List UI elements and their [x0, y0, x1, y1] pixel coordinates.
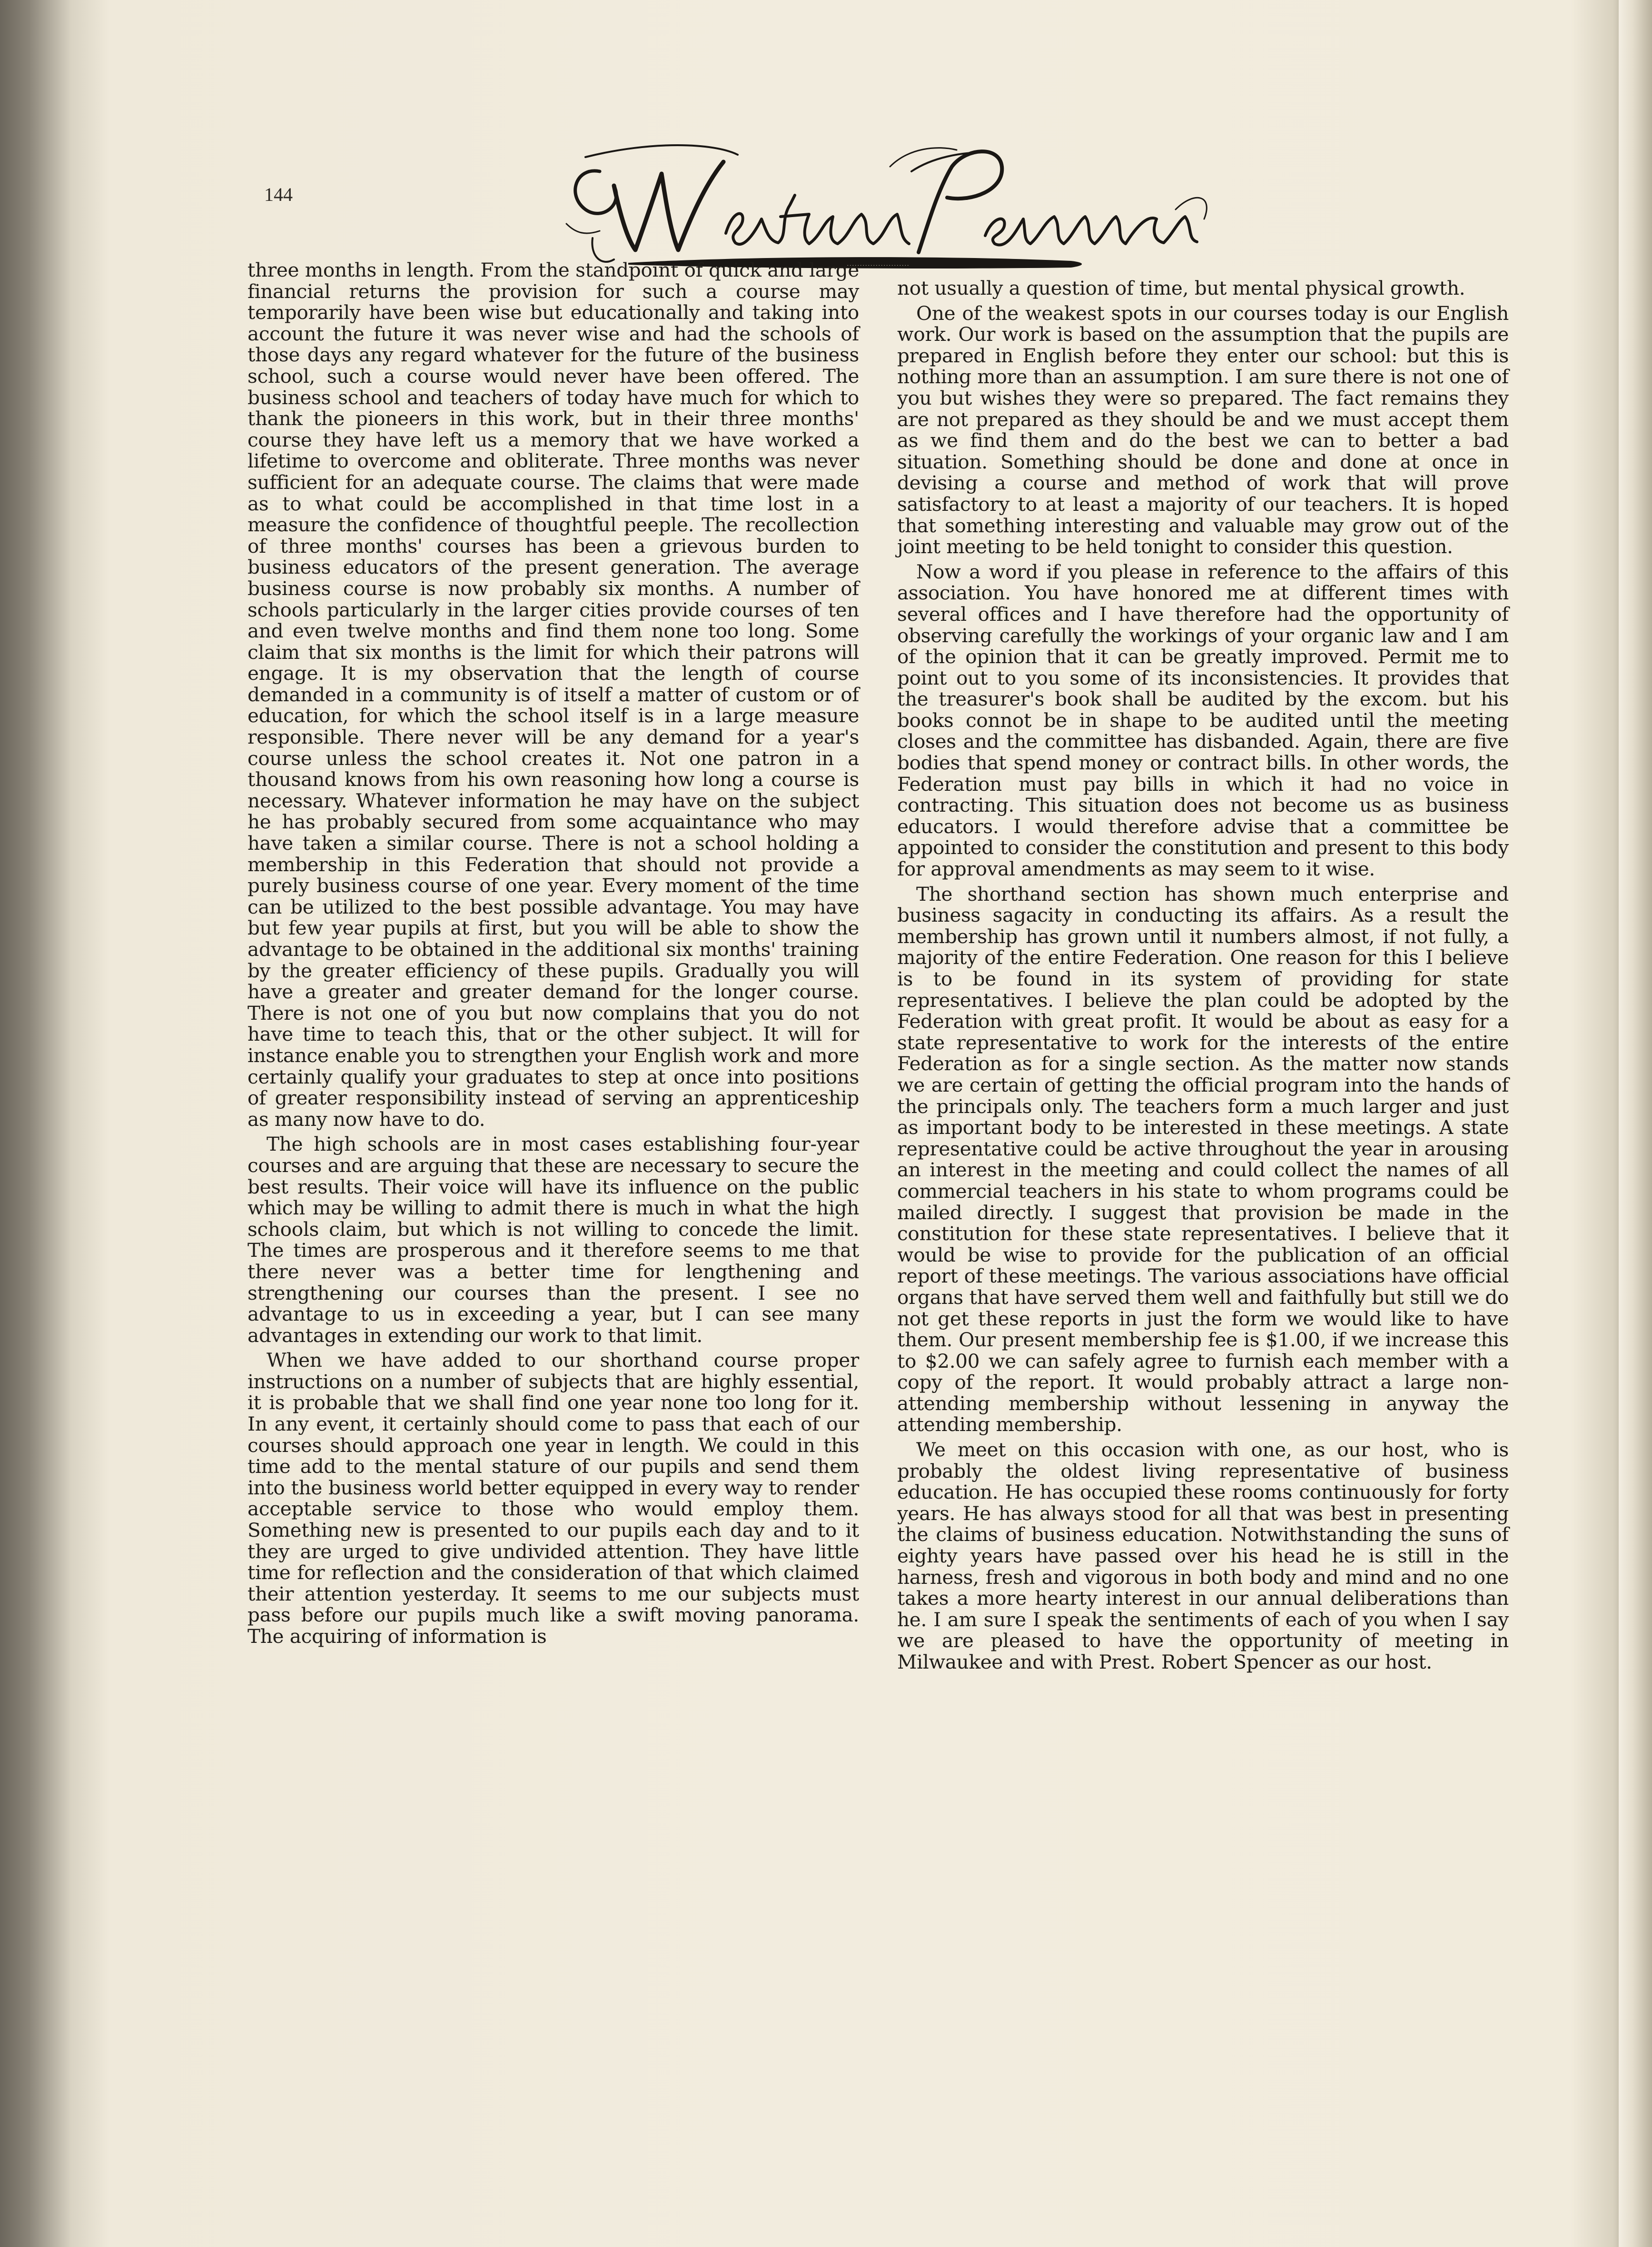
- paragraph: not usually a question of time, but mental physical growth.: [897, 277, 1465, 299]
- left-column: [247, 259, 859, 1647]
- paragraph: The shorthand section has shown much enterprise and business sagacity in conducting its affairs. As a result the membership has grown until it numbers almost, if not fully, a majority of the entire Federation. One reason for this I believe is to be found in its system of providing for state representatives. I believe the plan could be adopted by the Federation with great profit. It would be about as easy for a state representative to work for the interests of the entire Federation as for a single section. As the matter now stands we are certain of getting the official program into the hands of the principals only. The teachers form a much larger and just as important body to be interested in these meetings. A state representative could be active throughout the year in arousing an interest in the meeting and could collect the names of all commercial teachers in his state to whom programs could be mailed directly. I suggest that provision be made in the constitution for these state representatives. I believe that it would be wise to provide for the publication of an official report of these meetings. The various associations have official organs that have served them well and faithfully but still we do not get these reports in just the form we would like to have them. Our present membership fee is $1.00, if we increase this to $2.00 we can safely agree to furnish each member with a copy of the report. It would probably attract a large non-attending membership without lessening in anyway the attending membership.: [897, 882, 1509, 1436]
- paragraph: We meet on this occasion with one, as our host, who is probably the oldest living representative of business education. He has occupied these rooms continuously for forty years. He has always stood for all that was best in presenting the claims of business education. Notwithstanding the suns of eighty years have passed over his head he is still in the harness, fresh and vigorous in both body and mind and no one takes a more hearty interest in our annual deliberations than he. I am sure I speak the sentiments of each of you when I say we are pleased to have the opportunity of meeting in Milwaukee and with Prest. Robert Spencer as our host.: [897, 1438, 1509, 1673]
- page-number: 144: [264, 184, 293, 205]
- paragraph: Now a word if you please in reference to the affairs of this association. You have honored me at different times with several offices and I have therefore had the opportunity of observing carefully the workings of your organic law and I am of the opinion that it can be greatly improved. Permit me to point out to you some of its inconsistencies. It provides that the treasurer's book shall be audited by the excom. but his books connot be in shape to be audited until the meeting closes and the committee has disbanded. Again, there are five bodies that spend money or contract bills. In other words, the Federation must pay bills in which it had no voice in contracting. This situation does not become us as business educators. I would therefore advise that a committee be appointed to consider the constitution and present to this body for approval amendments as may seem to it wise.: [897, 560, 1509, 881]
- paragraph: The high schools are in most cases establishing four-year courses and are arguing that these are necessary to secure the best results. Their voice will have its influence on the public which may be willing to admit there is much in what the high schools claim, but which is not willing to concede the limit. The times are prosperous and it therefore seems to me that there never was a better time for lengthening and strengthening our courses than the present. I see no advantage to us in exceeding a year, but I can see many advantages in extending our work to that limit.: [247, 1133, 859, 1347]
- right-column: [897, 278, 1509, 1673]
- paragraph: One of the weakest spots in our courses today is our English work. Our work is based on the assumption that the pupils are prepared in English before they enter our school: but this is nothing more than an assumption. I am sure there is not one of you but wishes they were so prepared. The fact remains they are not prepared as they should be and we must accept them as we find them and do the best we can to better a bad situation. Something should be done and done at once in devising a course and method of work that will prove satisfactory to at least a majority of our teachers. It is hoped that something interesting and valuable may grow out of the joint meeting to be held tonight to consider this question.: [897, 301, 1509, 558]
- svg-text:........................: ........................: [847, 262, 910, 267]
- paragraph: When we have added to our shorthand course proper instructions on a number of subjects that are highly essential, it is probable that we shall find one year none too long for it. In any event, it certainly should come to pass that each of our courses should approach one year in length. We could in this time add to the mental stature of our pupils and send them into the business world better equipped in every way to render acceptable service to those who would employ them. Something new is presented to our pupils each day and to it they are urged to give undivided attention. They have little time for reflection and the consideration of that which claimed their attention yesterday. It seems to me our subjects must pass before our pupils much like a swift moving panorama. The acquiring of information is: [247, 1349, 859, 1648]
- next-page-edge: [1619, 0, 1652, 2247]
- paragraph: three months in length. From the standpoint of quick and large financial returns the provision for such a course may temporarily have been wise but educationally and taking into account the future it was never wise and had the schools of those days any regard whatever for the future of the business school, such a course would never have been offered. The business school and teachers of today have much for which to thank the pioneers in this work, but in their three months' course they have left us a memory that we have worked a lifetime to overcome and obliterate. Three months was never sufficient for an adequate course. The claims that were made as to what could be accomplished in that time lost in a measure the confidence of thoughtful peeple. The recollection of three months' courses has been a grievous burden to business educators of the present generation. The average business course is now probably six months. A number of schools particularly in the larger cities provide courses of ten and even twelve months and find them none too long. Some claim that six months is the limit for which their patrons will engage. It is my observation that the length of course demanded in a community is of itself a matter of custom or of education, for which the school itself is in a large measure responsible. There never will be any demand for a year's course unless the school creates it. Not one patron in a thousand knows from his own reasoning how long a course is necessary. Whatever information he may have on the subject he has probably secured from some acquaintance who may have taken a similar course. There is not a school holding a membership in this Federation that should not provide a purely business course of one year. Every moment of the time can be utilized to the best possible advantage. You may have but few year pupils at first, but you will be able to show the advantage to be obtained in the additional six months' training by the greater efficiency of these pupils. Gradually you will have a greater and greater demand for the longer course. There is not one of you but now complains that you do not have time to teach this, that or the other subject. It will for instance enable you to strengthen your English work and more certainly qualify your graduates to step at once into positions of greater responsibility instead of serving an apprenticeship as many now have to do.: [247, 259, 859, 1131]
